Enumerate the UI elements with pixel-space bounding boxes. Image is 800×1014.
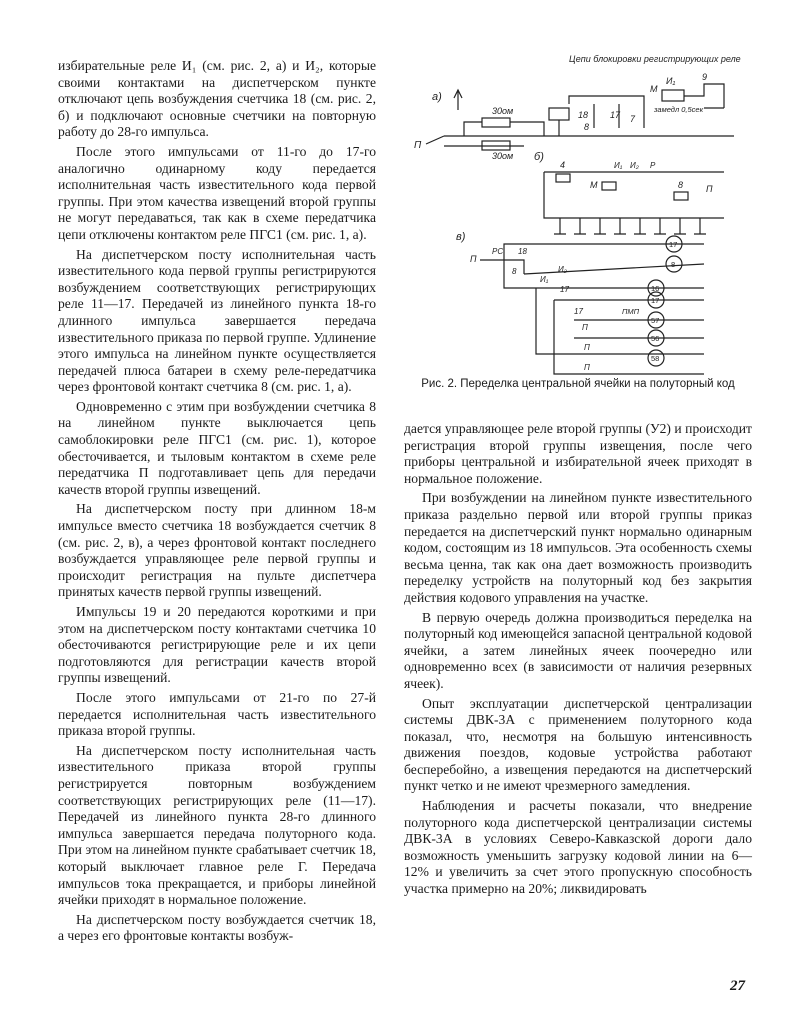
paragraph: избирательные реле И₁ (см. рис. 2, а) и И₂, которые своими контактами на диспетчерском пункте отключают цепь возбуждения счетчика 18 (см. рис. 2, б) и подключают основные счетчики на повторную работу до 28-го импульса. [58, 58, 376, 140]
right-text-column [404, 421, 752, 901]
paragraph: Наблюдения и расчеты показали, что внедрение полуторного кода диспетчерской централизации системы ДВК-3А в условиях Северо-Кавказской дороги дало возможность уменьшить загрузку кодовой линии на 6—12% и увеличить за счет этого пропускную способность участка примерно на 20%; ликвидировать [404, 798, 752, 897]
page-number: 27 [730, 978, 745, 994]
relay-label: 18 [518, 247, 527, 256]
left-text-column [58, 58, 376, 948]
relay-label: П [582, 323, 588, 332]
relay-coil [674, 192, 688, 200]
paragraph: дается управляющее реле второй группы (У2) и происходит регистрация второй группы извещения, после чего приборы центральной и избирательной ячеек приходят в нормальное положение. [404, 421, 752, 486]
relay-label: М [650, 84, 658, 94]
relay-label: И₂ [630, 161, 639, 170]
paragraph: После этого импульсами от 11-го до 17-го аналогично одинарному коду передается исполнительная часть известительного кода первой группы. При этом качества извещений второй группы не могут передаваться, так как в схеме передатчика цепи отключены контактом реле ПГС1 (см. рис. 1, а). [58, 143, 376, 242]
relay-p-label: П [414, 140, 422, 151]
contact-legs [560, 218, 700, 234]
paragraph: На диспетчерском посту возбуждается счетчик 18, а через его фронтовые контакты возбуж- [58, 911, 376, 944]
relay-label: 17 [560, 285, 569, 294]
relay-coil [549, 108, 569, 120]
relay-label: 17 [574, 307, 583, 316]
relay-label: 8 [584, 122, 590, 132]
paragraph: При возбуждении на линейном пункте известительного приказа раздельно первой или второй группы приказ передается на диспетчерский пункт нормально одинарным кодом, состоящим из 18 импульсов. Эта особенность схемы весьма ценна, так как она дает возможность производить переделку устройств на полуторный код без закрытия действия кодового управления на участке. [404, 490, 752, 605]
circuit-diagram-figure [404, 48, 752, 380]
relay-circle-label: 58 [651, 354, 660, 363]
panel-a-label: а) [432, 91, 442, 103]
relay-circle-label: 8 [671, 260, 676, 269]
relay-label: И₂ [558, 265, 567, 274]
relay-label: 7 [630, 114, 636, 124]
panel-c-label: в) [456, 231, 466, 243]
timer-label: замедл 0,5сек [654, 105, 704, 114]
paragraph: После этого импульсами от 21-го по 27-й передается исполнительная часть известительного приказа второй группы. [58, 689, 376, 739]
relay-label: ПМП [622, 307, 640, 316]
relay-circle-label: 16 [651, 284, 660, 293]
paragraph: На диспетчерском посту исполнительная часть известительного приказа второй группы регистрируется повторным возбуждением соответствующих регистрирующих реле (11—17). Передачей из линейного пункта 28-го длинного импульса завершается передача полуторного кода. При этом на линейном пункте срабатывает счетчик 18, который выключает главное реле Г. Передача импульсов тока прекращается, и приборы линейной ячейки приходят в нормальное положение. [58, 742, 376, 908]
relay-label: М [590, 180, 598, 190]
relay-label: 8 [512, 267, 517, 276]
resistor-label: 30ом [492, 106, 514, 116]
circle-relays [648, 236, 682, 366]
paragraph: Одновременно с этим при возбуждении счетчика 8 на линейном пункте выключается цепь самоблокировки реле ПГС1 (см. рис. 1), которое обесточивается, и тыловым контактом в схеме реле передатчика П подготавливает цепь для передачи качеств второй группы извещений. [58, 398, 376, 497]
figure-header-label: Цепи блокировки регистрирующих реле [569, 54, 741, 64]
relay-label: 4 [560, 160, 566, 170]
panel-b-label: б) [534, 151, 544, 163]
circuit-diagram [404, 48, 752, 380]
paragraph: Импульсы 19 и 20 передаются короткими и при этом на диспетчерском посту контактами счетчика 10 обесточиваются регистрирующие реле и их цепи подготовляются для регистрации качеств второй группы извещений. [58, 604, 376, 686]
relay-label: 8 [678, 180, 684, 190]
relay-label: П [706, 184, 713, 194]
relay-label: РС [492, 247, 504, 256]
wire [544, 172, 724, 218]
relay-label: 9 [702, 72, 708, 82]
relay-coil [602, 182, 616, 190]
paragraph: На диспетчерском посту исполнительная часть известительного кода первой группы регистрируются возбуждением соответствующих регистрирующих реле 11—17. Передачей из линейного пункта 18-го длинного импульса завершается передача известительного приказа по первой группе. Удлинение этого импульса на линейном пункте осуществляется передачей плюса батареи в схему реле-передатчика через фронтовой контакт счетчика 8 (см. рис. 1, а). [58, 246, 376, 395]
paragraph: В первую очередь должна производиться переделка на полуторный код имеющейся запасной центральной кодовой ячейки, а затем линейных ячеек поочередно или одновременно всех (в зависимости от наличия резервных ячеек). [404, 609, 752, 691]
relay-label: И₁ [614, 161, 623, 170]
relay-label: 18 [578, 110, 589, 120]
relay-circle-label: 17 [651, 296, 660, 305]
relay-label: П [470, 254, 477, 264]
resistor [482, 118, 510, 127]
resistor-label: 30ом [492, 151, 514, 161]
figure-caption: Рис. 2. Переделка центральной ячейки на полуторный код [421, 378, 735, 390]
paragraph: Опыт эксплуатации диспетчерской централизации системы ДВК-3А с применением полуторного кода показал, что, несмотря на большую интенсивность движения поездов, кодовые устройства работают бесперебойно, а извещения передаются на диспетчерский пункт четко и не имеют чрезмерного замедления. [404, 695, 752, 794]
relay-coil [556, 174, 570, 182]
relay-label: И₁ [666, 76, 676, 86]
relay-label: П [584, 363, 590, 372]
relay-label: И₁ [540, 275, 549, 284]
relay-label: 17 [610, 110, 621, 120]
relay-circle-label: 57 [651, 316, 660, 325]
paragraph: На диспетчерском посту при длинном 18-м импульсе вместо счетчика 18 возбуждается счетчик 8 (см. рис. 2, в), а через фронтовой контакт последнего возбуждается управляющее реле первой группы и происходит регистрация на пульте диспетчера принятых качеств первой группы извещений. [58, 501, 376, 600]
relay-label: Р [650, 161, 656, 170]
relay-coil [662, 90, 684, 101]
relay-circle-label: 56 [651, 334, 660, 343]
relay-circle-label: 17 [669, 240, 678, 249]
relay-label: П [584, 343, 590, 352]
